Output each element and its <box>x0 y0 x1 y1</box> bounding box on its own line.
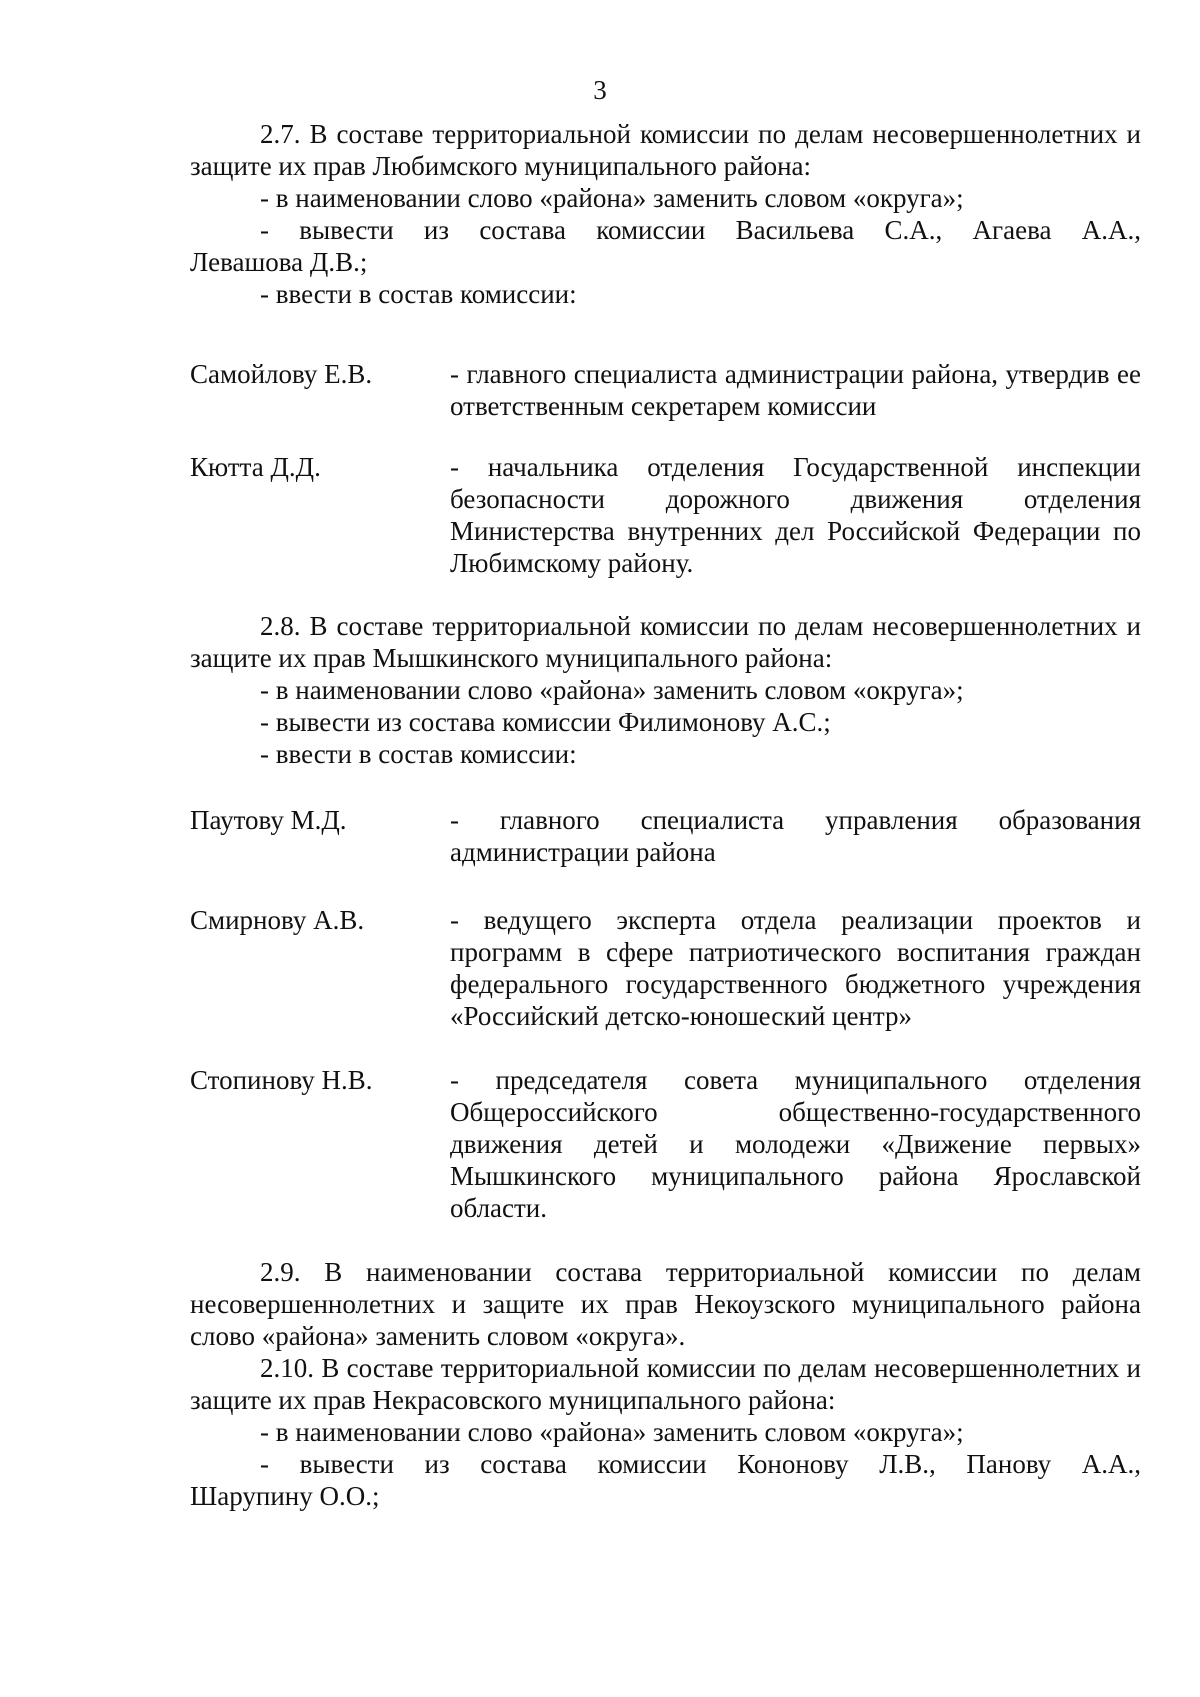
member-position: - ведущего эксперта отдела реализации проектов и программ в сфере патриотического воспитания граждан федерального государственного бюджетного учреждения «Российский детско-юношеский центр» <box>450 905 1141 1031</box>
member-position: - главного специалиста управления образования администрации района <box>450 805 1141 867</box>
member-name: Паутову М.Д. <box>190 805 347 835</box>
member-name: Самойлову Е.В. <box>190 359 373 389</box>
section-2-8 <box>190 610 1141 770</box>
section-2-7-remove-cont: Левашова Д.В.; <box>190 247 368 277</box>
section-2-9-text: 2.9. В наименовании состава территориальной комиссии по делам несовершеннолетних и защите их прав Некоузского муниципального района слово «района» заменить словом «округа». <box>190 1257 1141 1351</box>
section-2-8-rename: - в наименовании слово «района» заменить словом «округа»; <box>260 675 964 705</box>
section-2-10-remove: - вывести из состава комиссии Кононову Л.В., Панову А.А., <box>260 1449 1141 1479</box>
member-position: - начальника отделения Государственной инспекции безопасности дорожного движения отделения Министерства внутренних дел Российской Федерации по Любимскому району. <box>450 452 1141 578</box>
section-2-10-remove-cont: Шарупину О.О.; <box>190 1481 380 1511</box>
member-name: Кютта Д.Д. <box>190 452 321 482</box>
section-2-7-intro: 2.7. В составе территориальной комиссии по делам несовершеннолетних и защите их прав Любимского муниципального района: <box>190 119 1141 181</box>
page-number: 3 <box>593 75 607 105</box>
member-position: - председателя совета муниципального отделения Общероссийского общественно-государственного движения детей и молодежи «Движение первых» Мышкинского муниципального района Ярославской области. <box>450 1065 1141 1223</box>
section-2-8-remove: - вывести из состава комиссии Филимонову А.С.; <box>260 707 831 737</box>
section-2-7 <box>190 118 1141 310</box>
member-position: - главного специалиста администрации района, утвердив ее ответственным секретарем комиссии <box>450 359 1141 421</box>
section-2-8-add: - ввести в состав комиссии: <box>260 739 577 769</box>
section-2-7-rename: - в наименовании слово «района» заменить словом «округа»; <box>260 183 964 213</box>
section-2-7-remove: - вывести из состава комиссии Васильева С.А., Агаева А.А., <box>260 215 1141 245</box>
section-2-9-2-10 <box>190 1256 1141 1512</box>
section-2-10-intro: 2.10. В составе территориальной комиссии по делам несовершеннолетних и защите их прав Некрасовского муниципального района: <box>190 1353 1141 1415</box>
member-name: Стопинову Н.В. <box>190 1065 373 1095</box>
section-2-7-add: - ввести в состав комиссии: <box>260 279 577 309</box>
section-2-10-rename: - в наименовании слово «района» заменить словом «округа»; <box>260 1417 964 1447</box>
section-2-8-intro: 2.8. В составе территориальной комиссии по делам несовершеннолетних и защите их прав Мышкинского муниципального района: <box>190 611 1141 673</box>
member-name: Смирнову А.В. <box>190 905 365 935</box>
